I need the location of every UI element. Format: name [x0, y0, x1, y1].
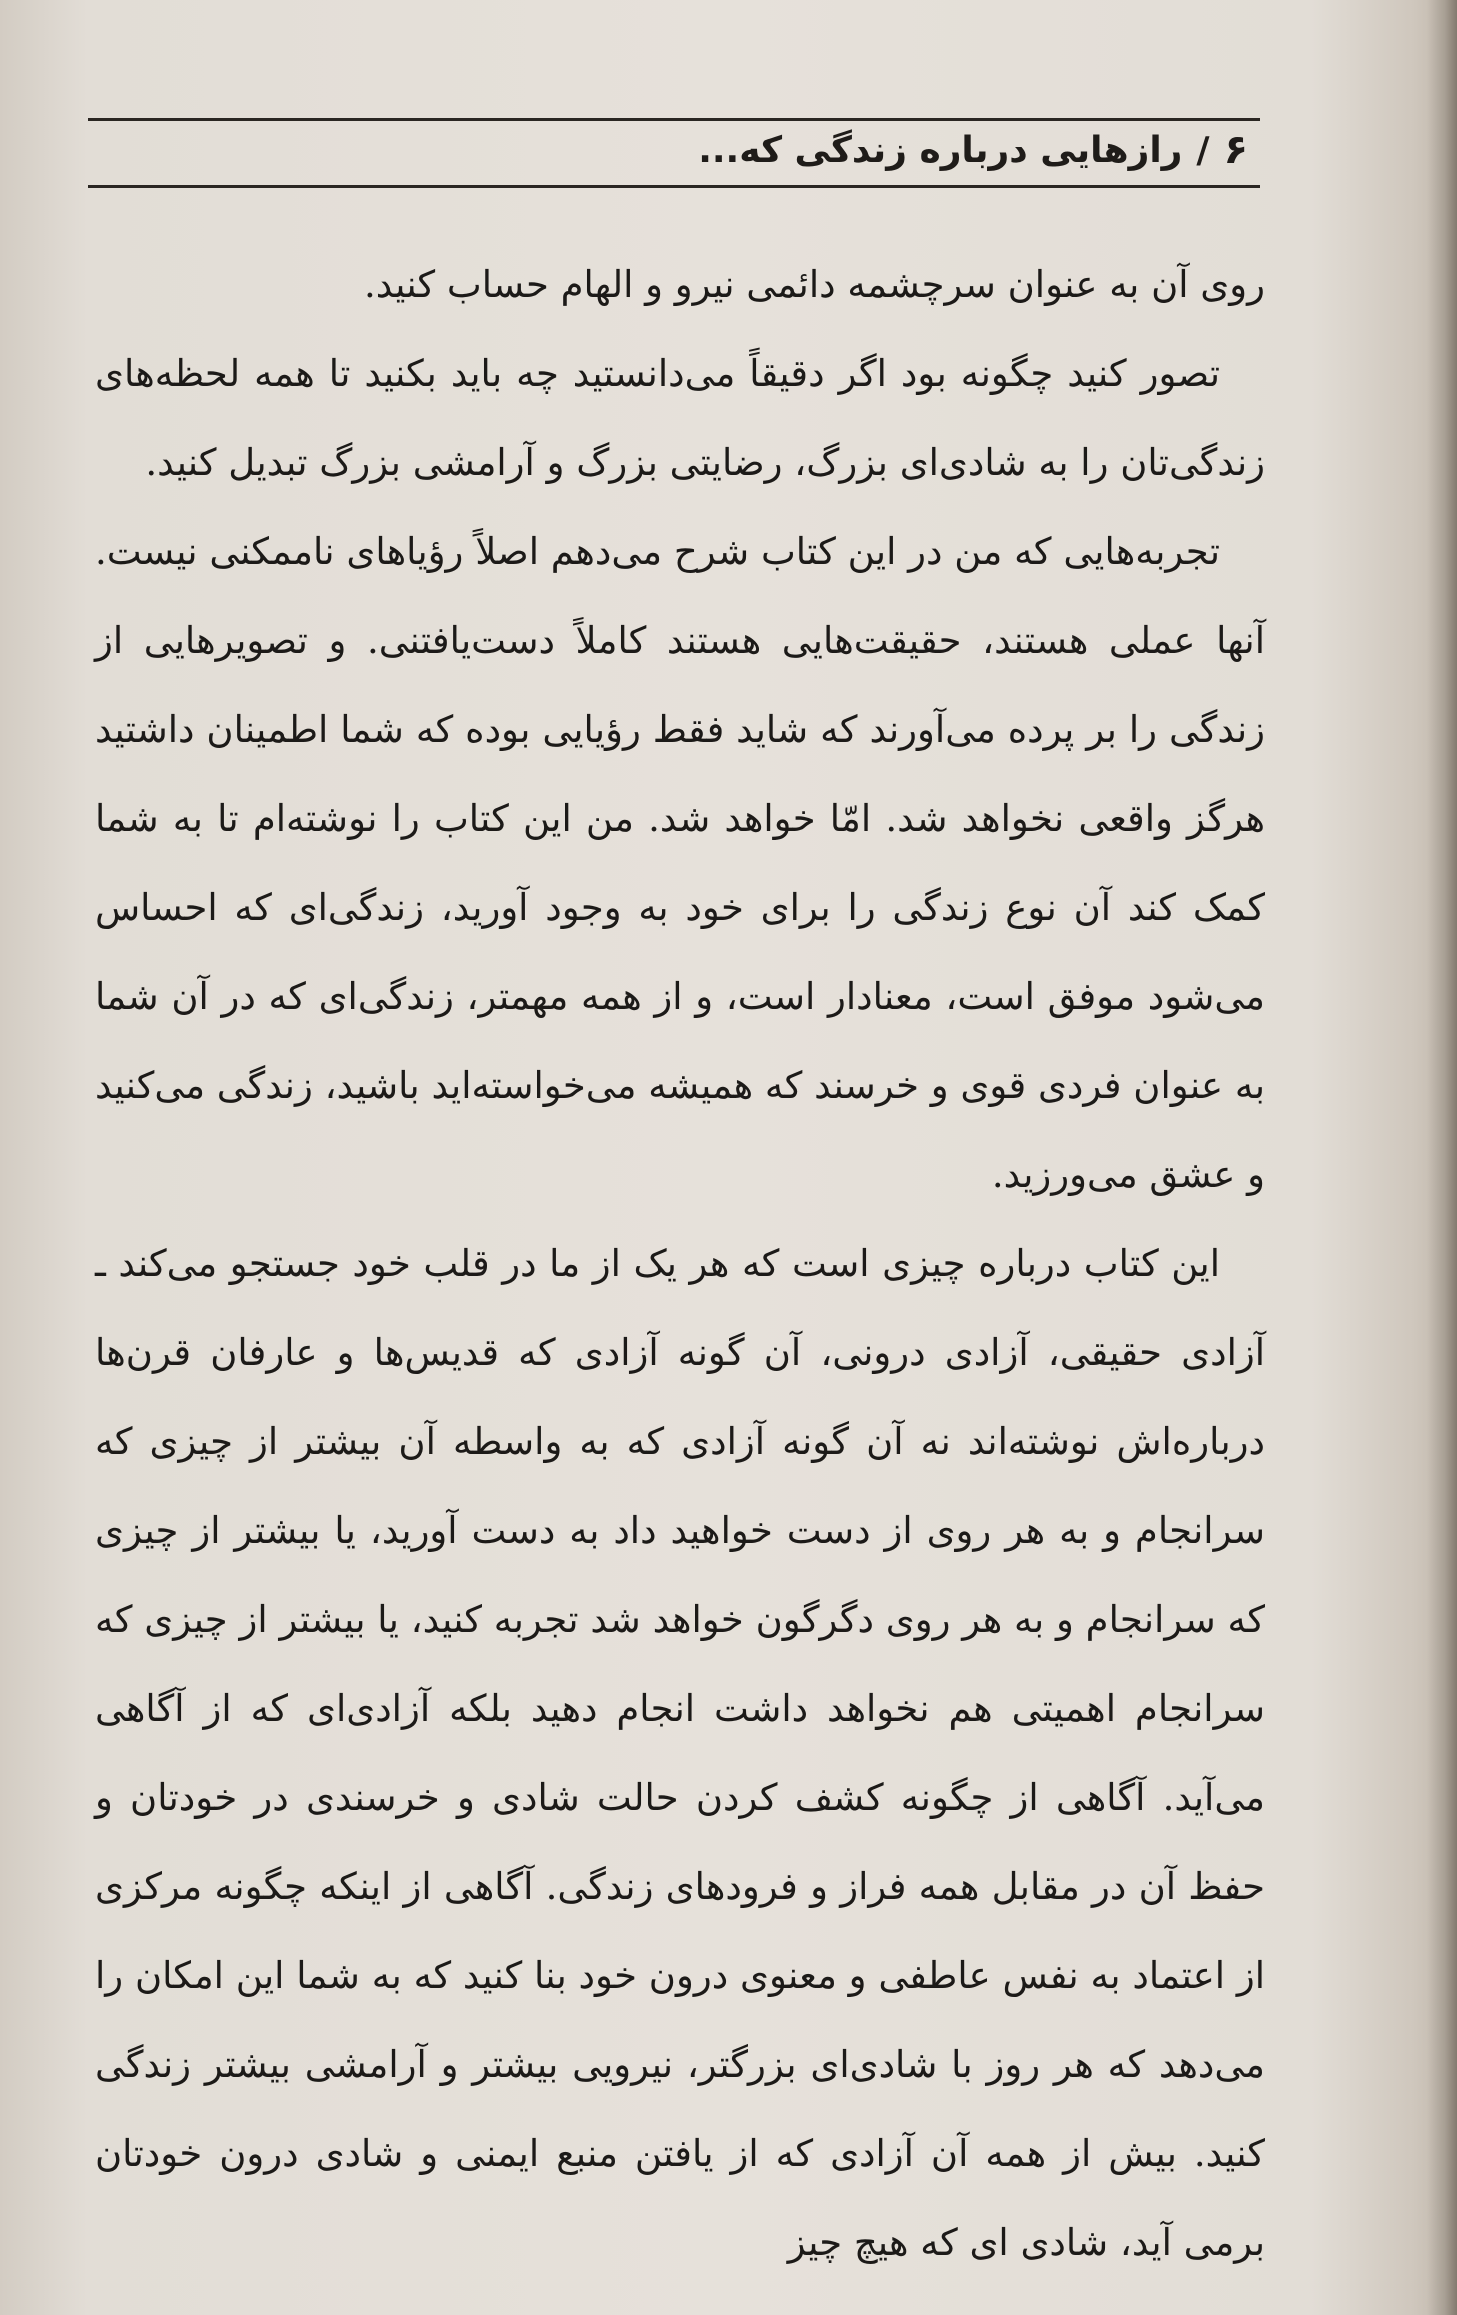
header-content: [698, 127, 1248, 173]
running-header: [88, 118, 1260, 188]
paragraph-4: این کتاب درباره چیزی است که هر یک از ما در قلب خود جستجو می‌کند ـ آزادی حقیقی، آزادی درونی، آن گونه آزادی که قدیس‌ها و عارفان قرن‌ها درباره‌اش نوشته‌اند نه آن گونه آزادی که به واسطه آن بیشتر از چیزی که سرانجام و به هر روی از دست خواهید داد به دست آورید، یا بیشتر از چیزی که سرانجام و به هر روی دگرگون خواهد شد تجربه کنید، یا بیشتر از چیزی که سرانجام اهمیتی هم نخواهد داشت انجام دهید بلکه آزادی‌ای که از آگاهی می‌آید. آگاهی از چگونه کشف کردن حالت شادی و خرسندی در خودتان و حفظ آن در مقابل همه فراز و فرودهای زندگی. آگاهی از اینکه چگونه مرکزی از اعتماد به نفس عاطفی و معنوی درون خود بنا کنید که به شما این امکان را می‌دهد که هر روز با شادی‌ای بزرگتر، نیرویی بیشتر و آرامشی بیشتر زندگی کنید. بیش از همه آن آزادی که از یافتن منبع ایمنی و شادی درون خودتان برمی آید، شادی ای که هیچ چیز: [95, 1242, 1265, 2264]
paragraph-3: تجربه‌هایی که من در این کتاب شرح می‌دهم اصلاً رؤیاهای ناممکنی نیست. آنها عملی هستند، حقیقت‌هایی هستند کاملاً دست‌یافتنی. و تصویرهایی از زندگی را بر پرده می‌آورند که شاید فقط رؤیایی بوده که شما اطمینان داشتید هرگز واقعی نخواهد شد. امّا خواهد شد. من این کتاب را نوشته‌ام تا به شما کمک کند آن نوع زندگی را برای خود به وجود آورید، زندگی‌ای که احساس می‌شود موفق است، معنادار است، و از همه مهمتر، زندگی‌ای که در آن شما به عنوان فردی قوی و خرسند که همیشه می‌خواسته‌اید باشید، زندگی می‌کنید و عشق می‌ورزید.: [95, 530, 1265, 1196]
body-text: [95, 240, 1265, 2287]
page-number: ۶: [1223, 127, 1248, 173]
running-title: رازهایی درباره زندگی که...: [698, 129, 1183, 171]
paragraph-2: تصور کنید چگونه بود اگر دقیقاً می‌دانستید چه باید بکنید تا همه لحظه‌های زندگی‌تان را به شادی‌ای بزرگ، رضایتی بزرگ و آرامشی بزرگ تبدیل کنید.: [95, 352, 1265, 484]
header-separator: /: [1196, 129, 1210, 171]
page-spine-shadow: [1427, 0, 1457, 2315]
paragraph-1: روی آن به عنوان سرچشمه دائمی نیرو و الهام حساب کنید.: [363, 263, 1265, 306]
